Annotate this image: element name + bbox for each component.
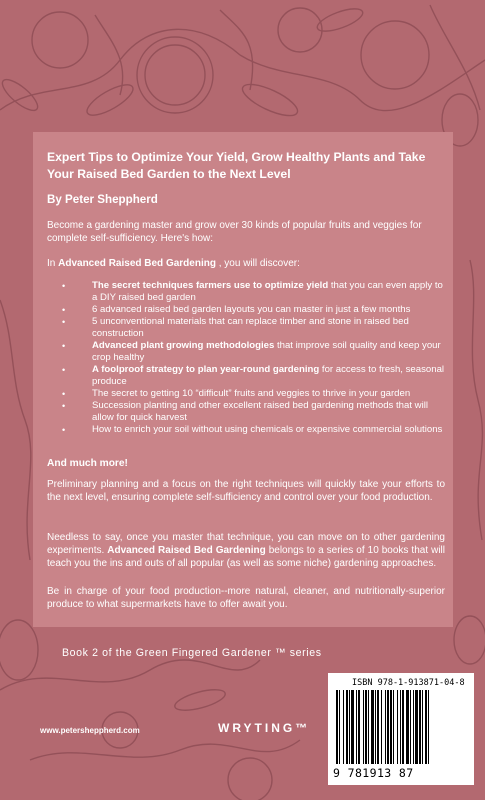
barcode-bar xyxy=(381,690,382,764)
barcode-bar xyxy=(336,690,338,764)
barcode-bar xyxy=(393,690,394,764)
paragraph-food-production: Be in charge of your food production--more natural, cleaner, and nutritionally-superior produce to what supermarkets have to offer await you. xyxy=(47,586,445,610)
barcode-bar xyxy=(365,690,367,764)
website-url: www.petersheppherd.com xyxy=(40,726,140,735)
discover-prefix: In xyxy=(47,258,59,269)
isbn-label: ISBN 978-1-913871-04-8 xyxy=(352,678,465,688)
feature-bullet-bold: The secret techniques farmers use to optimize yield xyxy=(92,280,329,291)
feature-bullet-text: that you can even apply to a DIY raised bed garden xyxy=(92,280,443,303)
barcode-bar xyxy=(371,690,374,764)
barcode-bar xyxy=(368,690,369,764)
publisher-logo: WRYTING™ xyxy=(218,721,311,735)
paragraph-series-title: Advanced Raised Bed Gardening xyxy=(107,545,266,556)
feature-bullet-item xyxy=(62,316,447,340)
feature-bullet-list xyxy=(62,280,447,436)
barcode-bar xyxy=(402,690,404,764)
feature-bullet-item xyxy=(62,280,447,304)
feature-bullet-item xyxy=(62,340,447,364)
barcode-bar xyxy=(387,690,389,764)
feature-bullet-text: How to enrich your soil without using chemicals or expensive commercial solutions xyxy=(92,424,443,435)
barcode-bar xyxy=(339,690,340,764)
discover-book-title: Advanced Raised Bed Gardening xyxy=(58,258,216,269)
barcode-bar xyxy=(343,690,344,764)
feature-bullet-item xyxy=(62,364,447,388)
feature-bullet-text: that improve soil quality and keep your crop healthy xyxy=(92,340,441,363)
barcode-icon xyxy=(336,690,464,764)
feature-bullet-text: 6 advanced raised bed garden layouts you can master in just a few months xyxy=(92,304,411,315)
feature-bullet-bold: Advanced plant growing methodologies xyxy=(92,340,275,351)
paragraph-planning: Preliminary planning and a focus on the right techniques will quickly take your efforts to the next level, ensuring complete self-sufficiency and control over your food production. xyxy=(47,479,445,503)
paragraph-series-end: belongs to a series of 10 books that will teach you the ins and outs of all popular (as well as some niche) gardening approaches. xyxy=(47,545,445,569)
feature-bullet-item xyxy=(62,304,447,316)
barcode-bar xyxy=(356,690,357,764)
barcode-bar xyxy=(422,690,423,764)
barcode-bar xyxy=(390,690,392,764)
feature-bullet-text: Succession planting and other excellent raised bed gardening methods that will allow for quick harvest xyxy=(92,400,428,423)
intro-paragraph: Become a gardening master and grow over 30 kinds of popular fruits and veggies for complete self-sufficiency. Here's how: xyxy=(47,220,422,244)
series-line: Book 2 of the Green Fingered Gardener ™ series xyxy=(62,647,322,659)
barcode-bar xyxy=(410,690,411,764)
barcode-bar xyxy=(419,690,421,764)
discover-line xyxy=(47,257,445,270)
feature-bullet-text: The secret to getting 10 “difficult” fruits and veggies to thrive in your garden xyxy=(92,388,411,399)
paragraph-series xyxy=(47,531,445,570)
barcode-number: 9 781913 87 xyxy=(333,766,414,780)
much-more-text: And much more! xyxy=(47,458,128,469)
barcode-bar xyxy=(425,690,427,764)
feature-bullet-text: for access to fresh, seasonal produce xyxy=(92,364,445,387)
barcode-bar xyxy=(351,690,354,764)
barcode-bar xyxy=(415,690,418,764)
feature-bullet-item xyxy=(62,400,447,424)
headline: Expert Tips to Optimize Your Yield, Grow Healthy Plants and Take Your Raised Bed Garden to the Next Level xyxy=(47,150,426,181)
barcode-bar xyxy=(363,690,364,764)
barcode-bar xyxy=(413,690,414,764)
paragraph-series-start: Needless to say, once you master that technique, you can move on to other gardening experiments. xyxy=(47,532,445,556)
feature-bullet-item xyxy=(62,388,447,400)
feature-bullet-bold: A foolproof strategy to plan year-round gardening xyxy=(92,364,320,375)
barcode-bar xyxy=(397,690,398,764)
barcode-bar xyxy=(346,690,348,764)
barcode-bar xyxy=(358,690,360,764)
discover-suffix: , you will discover: xyxy=(215,258,300,269)
feature-bullet-item xyxy=(62,424,447,436)
barcode-bar xyxy=(400,690,401,764)
feature-bullet-text: 5 unconventional materials that can replace timber and stone in raised bed construction xyxy=(92,316,409,339)
barcode-bar xyxy=(428,690,429,764)
barcode-bar xyxy=(375,690,376,764)
barcode-bar xyxy=(385,690,386,764)
author-byline: By Peter Sheppherd xyxy=(47,193,158,206)
barcode-bar xyxy=(349,690,350,764)
barcode-bar xyxy=(377,690,379,764)
barcode-bar xyxy=(406,690,409,764)
